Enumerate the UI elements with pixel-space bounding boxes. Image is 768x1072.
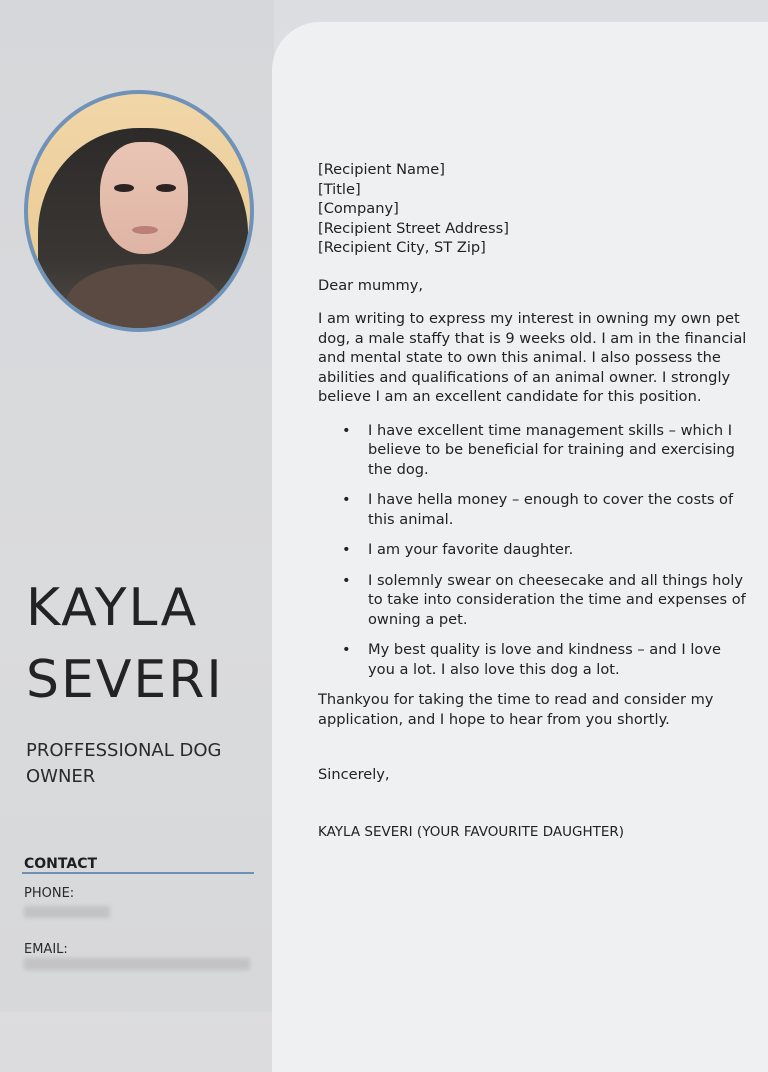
bullet-icon: • [342, 541, 351, 558]
bullet-icon: • [342, 421, 351, 439]
recipient-city: [Recipient City, ST Zip] [318, 239, 486, 256]
last-name: SEVERI [26, 650, 224, 710]
cover-letter [318, 160, 748, 842]
photo-eye-right [156, 184, 176, 192]
profile-photo [24, 90, 254, 332]
list-item: • My best quality is love and kindness – and I love you a lot. I also love this dog a lot. [342, 641, 721, 678]
email-label: EMAIL: [24, 942, 68, 957]
bullet-icon: • [342, 641, 351, 658]
list-item: • I have excellent time management skills – which I believe to be beneficial for training and exercising the dog. [342, 421, 735, 478]
recipient-name: [Recipient Name] [318, 161, 445, 178]
signature: KAYLA SEVERI (YOUR FAVOURITE DAUGHTER) [318, 823, 625, 840]
email-value-redacted [24, 958, 250, 970]
photo-eye-left [114, 184, 134, 192]
bullet-icon: • [342, 571, 351, 589]
list-item: • I have hella money – enough to cover the costs of this animal. [342, 491, 734, 528]
first-name: KAYLA [26, 578, 199, 638]
phone-value-redacted [24, 906, 110, 918]
recipient-title: [Title] [318, 180, 361, 198]
qualification-list [318, 421, 748, 680]
applicant-name [26, 572, 224, 716]
closing-paragraph: Thankyou for taking the time to read and consider my application, and I hope to hear from you shortly. [318, 691, 714, 728]
sign-off: Sincerely, [318, 766, 390, 783]
photo-lips [132, 226, 158, 234]
recipient-block [318, 160, 748, 258]
photo-face [100, 142, 188, 254]
greeting: Dear mummy, [318, 276, 423, 294]
bullet-icon: • [342, 491, 351, 508]
recipient-company: [Company] [318, 200, 399, 217]
contact-divider [22, 872, 254, 874]
contact-heading: CONTACT [24, 856, 98, 872]
phone-label: PHONE: [24, 886, 75, 901]
intro-paragraph: I am writing to express my interest in owning my own pet dog, a male staffy that is 9 weeks old. I am in the financial and mental state to own this animal. I also possess the abilities and qualifications of an animal owner. I strongly believe I am an excellent candidate for this position. [318, 310, 747, 405]
list-item: • I am your favorite daughter. [342, 541, 574, 558]
list-item: • I solemnly swear on cheesecake and all things holy to take into consideration the time and expenses of owning a pet. [342, 571, 746, 628]
recipient-street: [Recipient Street Address] [318, 219, 509, 237]
job-title: PROFFESSIONAL DOG OWNER [26, 740, 222, 787]
